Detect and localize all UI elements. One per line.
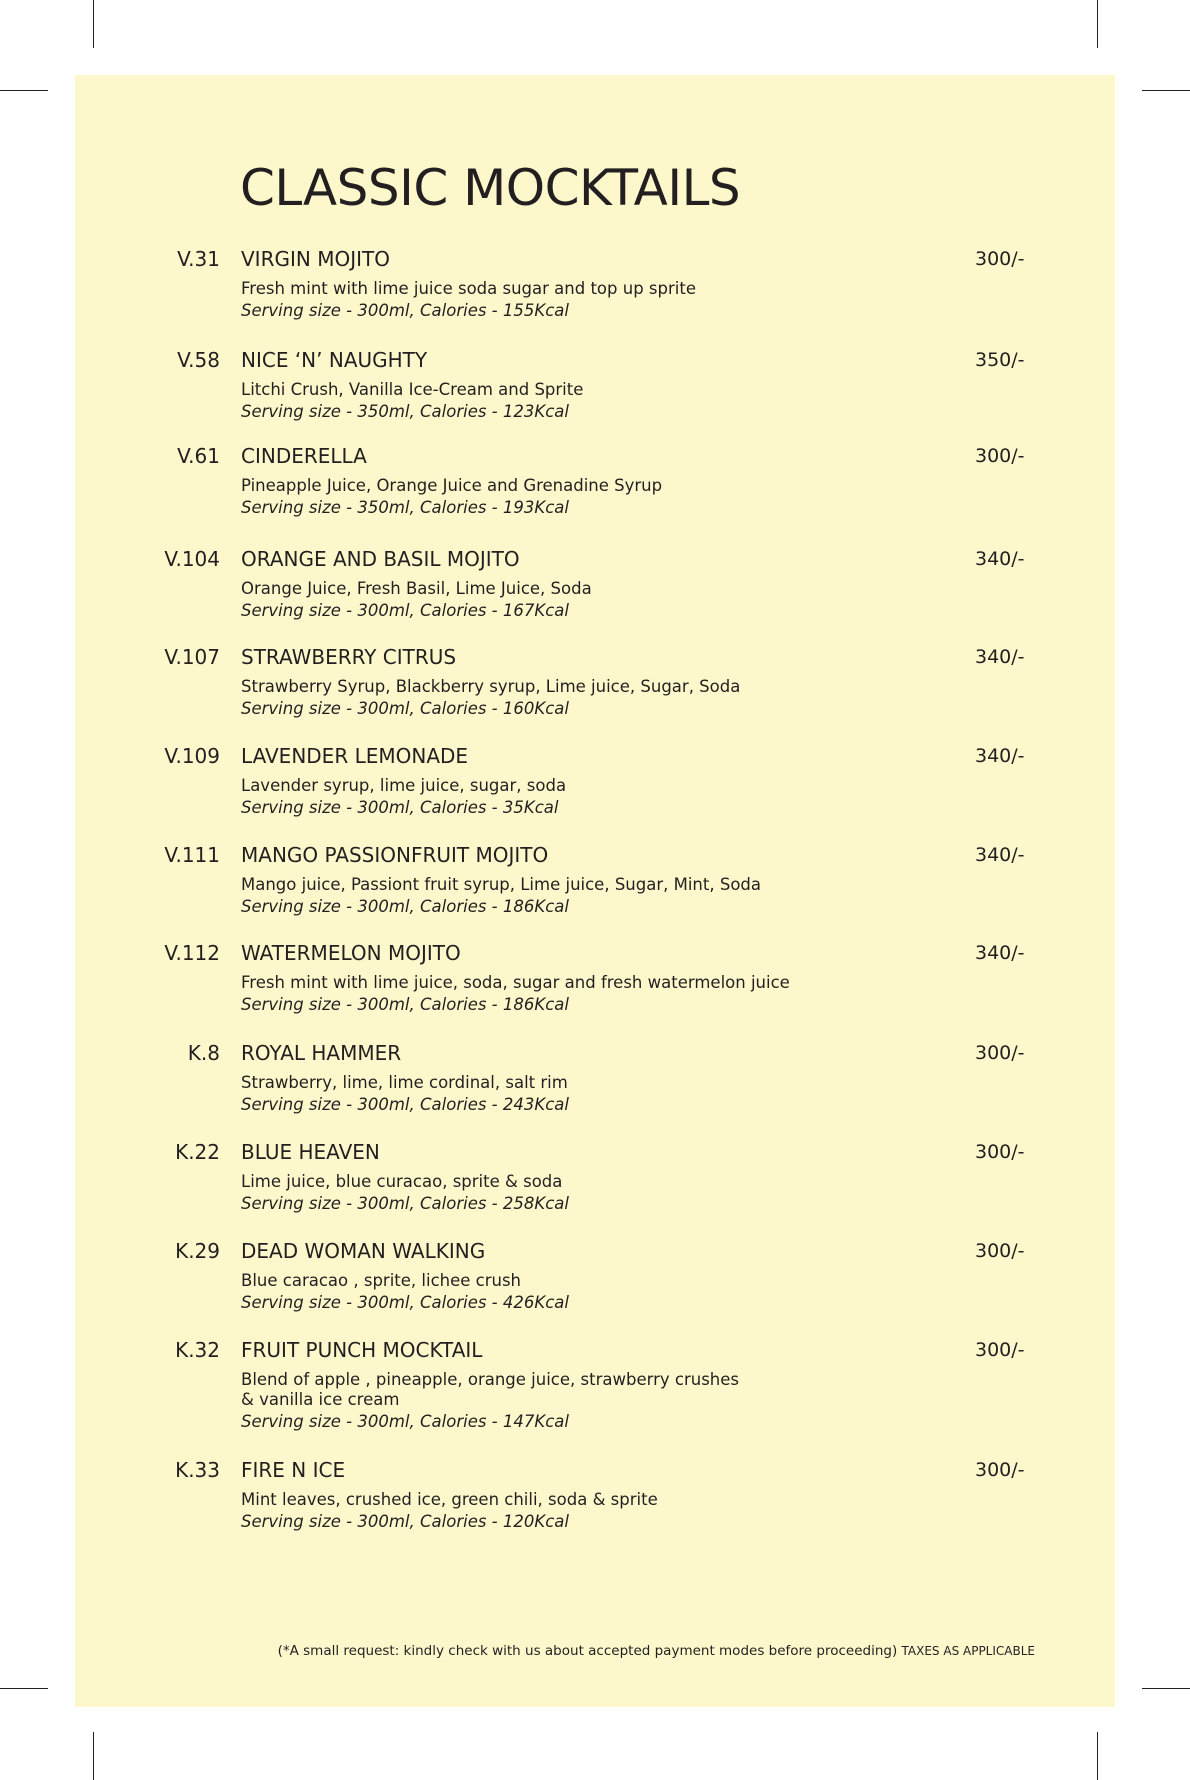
crop-mark: [1097, 1732, 1098, 1780]
crop-mark: [93, 1732, 94, 1780]
taxes-note: TAXES AS APPLICABLE: [901, 1644, 1035, 1658]
item-serving-info: Serving size - 300ml, Calories - 243Kcal: [241, 1095, 569, 1114]
crop-mark: [93, 0, 94, 48]
item-serving-info: Serving size - 300ml, Calories - 147Kcal: [241, 1412, 569, 1431]
item-serving-info: Serving size - 300ml, Calories - 258Kcal: [241, 1194, 569, 1213]
item-code: K.8: [187, 1041, 220, 1065]
item-code: K.32: [175, 1338, 220, 1362]
item-name: FRUIT PUNCH MOCKTAIL: [241, 1338, 483, 1362]
item-name: MANGO PASSIONFRUIT MOJITO: [241, 843, 549, 867]
crop-mark: [0, 90, 48, 91]
crop-mark: [1142, 90, 1190, 91]
item-name: NICE ‘N’ NAUGHTY: [241, 348, 428, 372]
item-price: 300/-: [975, 445, 1025, 467]
item-name: VIRGIN MOJITO: [241, 247, 390, 271]
item-serving-info: Serving size - 300ml, Calories - 426Kcal: [241, 1293, 569, 1312]
item-description: Litchi Crush, Vanilla Ice-Cream and Sprite: [241, 380, 584, 399]
item-price: 300/-: [975, 1141, 1025, 1163]
item-description: Orange Juice, Fresh Basil, Lime Juice, Soda: [241, 579, 592, 598]
item-price: 300/-: [975, 1459, 1025, 1481]
item-serving-info: Serving size - 350ml, Calories - 193Kcal: [241, 498, 569, 517]
payment-note: (*A small request: kindly check with us about accepted payment modes before proceeding): [277, 1643, 898, 1659]
item-price: 340/-: [975, 942, 1025, 964]
item-description: Blend of apple , pineapple, orange juice, strawberry crushes: [241, 1370, 739, 1389]
item-description: Lime juice, blue curacao, sprite & soda: [241, 1172, 563, 1191]
item-code: V.104: [164, 547, 220, 571]
item-code: V.58: [177, 348, 220, 372]
item-description: Fresh mint with lime juice, soda, sugar and fresh watermelon juice: [241, 973, 790, 992]
footer-note: [278, 1643, 1035, 1659]
item-price: 340/-: [975, 548, 1025, 570]
item-price: 340/-: [975, 646, 1025, 668]
item-code: V.31: [177, 247, 220, 271]
item-code: V.111: [164, 843, 220, 867]
item-price: 340/-: [975, 745, 1025, 767]
menu-panel: [75, 75, 1115, 1707]
menu-title: CLASSIC MOCKTAILS: [240, 159, 741, 217]
crop-mark: [0, 1688, 48, 1689]
item-name: BLUE HEAVEN: [241, 1140, 380, 1164]
item-serving-info: Serving size - 300ml, Calories - 186Kcal: [241, 995, 569, 1014]
item-code: K.22: [175, 1140, 220, 1164]
item-code: K.29: [175, 1239, 220, 1263]
item-code: K.33: [175, 1458, 220, 1482]
item-serving-info: Serving size - 350ml, Calories - 123Kcal: [241, 402, 569, 421]
item-name: STRAWBERRY CITRUS: [241, 645, 457, 669]
item-description: Blue caracao , sprite, lichee crush: [241, 1271, 522, 1290]
item-description: Strawberry, lime, lime cordinal, salt rim: [241, 1073, 568, 1092]
item-price: 300/-: [975, 1042, 1025, 1064]
item-description: Fresh mint with lime juice soda sugar and top up sprite: [241, 279, 696, 298]
item-description-line2: & vanilla ice cream: [241, 1390, 400, 1409]
item-name: LAVENDER LEMONADE: [241, 744, 469, 768]
item-description: Mint leaves, crushed ice, green chili, soda & sprite: [241, 1490, 658, 1509]
item-price: 300/-: [975, 1339, 1025, 1361]
item-name: CINDERELLA: [241, 444, 367, 468]
item-code: V.61: [177, 444, 220, 468]
item-serving-info: Serving size - 300ml, Calories - 35Kcal: [241, 798, 559, 817]
item-price: 350/-: [975, 349, 1025, 371]
item-serving-info: Serving size - 300ml, Calories - 155Kcal: [241, 301, 569, 320]
item-code: V.107: [164, 645, 220, 669]
item-name: ORANGE AND BASIL MOJITO: [241, 547, 520, 571]
item-name: ROYAL HAMMER: [241, 1041, 402, 1065]
item-serving-info: Serving size - 300ml, Calories - 120Kcal: [241, 1512, 569, 1531]
item-name: WATERMELON MOJITO: [241, 941, 461, 965]
item-price: 300/-: [975, 1240, 1025, 1262]
item-price: 300/-: [975, 248, 1025, 270]
item-serving-info: Serving size - 300ml, Calories - 186Kcal: [241, 897, 569, 916]
item-name: DEAD WOMAN WALKING: [241, 1239, 486, 1263]
item-code: V.109: [164, 744, 220, 768]
item-description: Strawberry Syrup, Blackberry syrup, Lime juice, Sugar, Soda: [241, 677, 741, 696]
item-name: FIRE N ICE: [241, 1458, 346, 1482]
item-price: 340/-: [975, 844, 1025, 866]
item-description: Pineapple Juice, Orange Juice and Grenadine Syrup: [241, 476, 663, 495]
crop-mark: [1097, 0, 1098, 48]
item-description: Mango juice, Passiont fruit syrup, Lime juice, Sugar, Mint, Soda: [241, 875, 761, 894]
item-serving-info: Serving size - 300ml, Calories - 160Kcal: [241, 699, 569, 718]
item-code: V.112: [164, 941, 220, 965]
crop-mark: [1142, 1688, 1190, 1689]
item-serving-info: Serving size - 300ml, Calories - 167Kcal: [241, 601, 569, 620]
item-description: Lavender syrup, lime juice, sugar, soda: [241, 776, 567, 795]
